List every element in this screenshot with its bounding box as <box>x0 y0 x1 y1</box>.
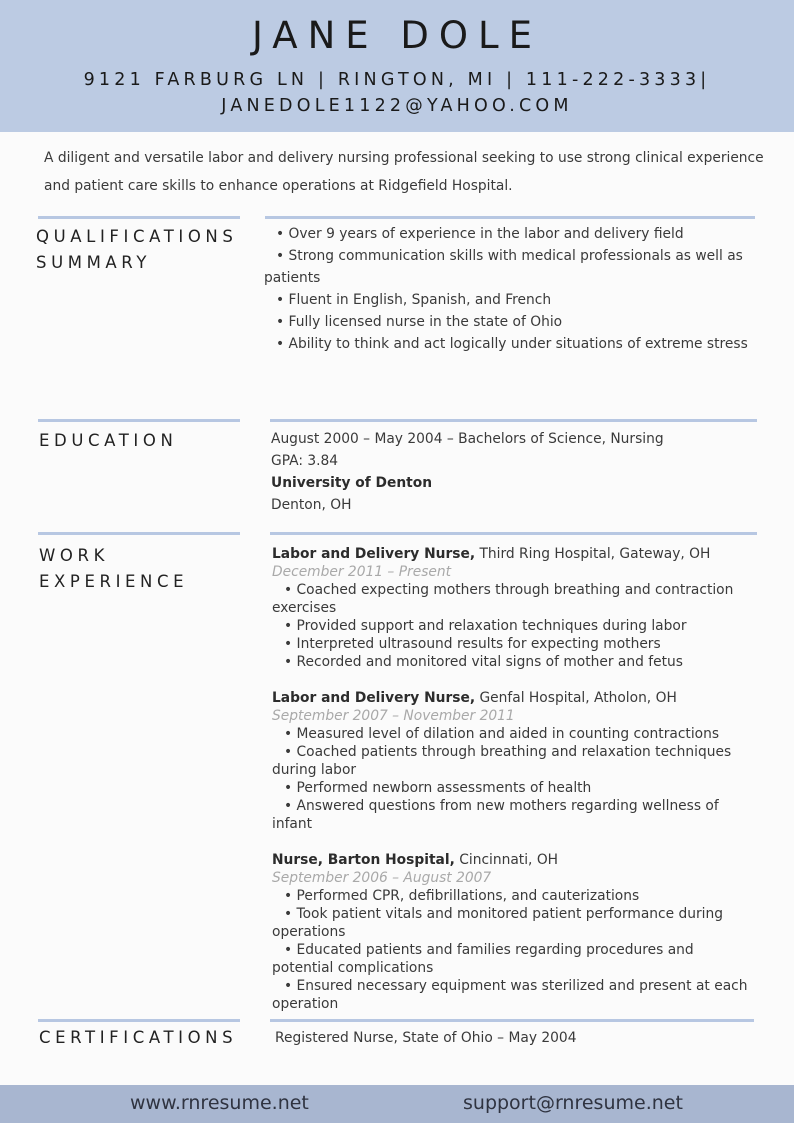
job-role: Labor and Delivery Nurse, <box>272 546 476 562</box>
job-role: Nurse, Barton Hospital, <box>272 852 455 868</box>
job-employer: Third Ring Hospital, Gateway, OH <box>475 546 711 562</box>
list-item-text: Fluent in English, Spanish, and French <box>288 292 552 308</box>
objective-statement: A diligent and versatile labor and delivery nursing professional seeking to use strong clinical experience and patient care skills to enhance operations at Ridgefield Hospital. <box>44 150 764 194</box>
list-item-text: Ability to think and act logically under situations of extreme stress <box>288 336 748 352</box>
education-entry <box>271 428 757 516</box>
certification-entry: Registered Nurse, State of Ohio – May 2004 <box>275 1030 577 1046</box>
list-item: • Measured level of dilation and aided in counting contractions <box>284 726 720 742</box>
list-item: • Provided support and relaxation techniques during labor <box>284 618 687 634</box>
support-email-link[interactable]: support@rnresume.net <box>463 1092 683 1114</box>
list-item-text: Strong communication skills with medical professionals as well as patients <box>264 248 743 286</box>
list-item: • Ensured necessary equipment was sterilized and present at each operation <box>272 978 748 1012</box>
job-title-line <box>272 545 752 563</box>
list-item: • Fluent in English, Spanish, and French <box>276 292 552 308</box>
contact-address-phone: 9121 FARBURG LN | RINGTON, MI | 111-222-3333| <box>83 70 711 90</box>
list-item: • Fully licensed nurse in the state of Ohio <box>276 314 563 330</box>
education-school: University of Denton <box>271 475 433 491</box>
qualifications-heading-line2: SUMMARY <box>36 253 151 272</box>
list-item: • Coached patients through breathing and relaxation techniques during labor <box>272 744 732 778</box>
list-item: • Educated patients and families regarding procedures and potential complications <box>272 942 694 976</box>
list-item-text: Provided support and relaxation techniques during labor <box>296 618 687 634</box>
job-entry <box>272 851 752 1013</box>
list-item: • Performed CPR, defibrillations, and cauterizations <box>284 888 640 904</box>
certifications-heading: CERTIFICATIONS <box>39 1028 238 1047</box>
job-role: Labor and Delivery Nurse, <box>272 690 476 706</box>
list-item-text: Measured level of dilation and aided in counting contractions <box>296 726 720 742</box>
job-entry <box>272 545 752 671</box>
education-degree: August 2000 – May 2004 – Bachelors of Science, Nursing <box>271 431 664 447</box>
list-item: • Recorded and monitored vital signs of mother and fetus <box>284 654 683 670</box>
section-divider <box>38 216 240 219</box>
list-item: • Strong communication skills with medical professionals as well as patients <box>264 248 743 286</box>
list-item-text: Performed CPR, defibrillations, and cauterizations <box>296 888 640 904</box>
work-heading-line1: WORK <box>39 546 109 565</box>
list-item-text: Educated patients and families regarding procedures and potential complications <box>272 942 694 976</box>
work-heading-line2: EXPERIENCE <box>39 572 189 591</box>
list-item-text: Recorded and monitored vital signs of mother and fetus <box>296 654 683 670</box>
list-item-text: Took patient vitals and monitored patient performance during operations <box>272 906 724 940</box>
resume-header <box>0 0 794 132</box>
job-entry <box>272 689 752 833</box>
applicant-name: JANE DOLE <box>252 14 542 57</box>
job-title-line <box>272 851 752 869</box>
contact-email: JANEDOLE1122@YAHOO.COM <box>221 96 573 116</box>
section-divider <box>265 216 755 219</box>
list-item-text: Interpreted ultrasound results for expecting mothers <box>296 636 661 652</box>
job-dates: September 2007 – November 2011 <box>272 708 515 724</box>
list-item: • Ability to think and act logically under situations of extreme stress <box>276 336 748 352</box>
list-item-text: Coached expecting mothers through breathing and contraction exercises <box>272 582 734 616</box>
education-heading: EDUCATION <box>39 431 178 450</box>
list-item-text: Fully licensed nurse in the state of Ohio <box>288 314 563 330</box>
list-item-text: Over 9 years of experience in the labor and delivery field <box>288 226 684 242</box>
section-divider <box>38 1019 240 1022</box>
work-experience-heading <box>39 543 188 595</box>
website-link[interactable]: www.rnresume.net <box>130 1092 309 1114</box>
job-employer: Cincinnati, OH <box>454 852 559 868</box>
list-item: • Answered questions from new mothers regarding wellness of infant <box>272 798 719 832</box>
list-item: • Interpreted ultrasound results for expecting mothers <box>284 636 661 652</box>
list-item-text: Performed newborn assessments of health <box>296 780 592 796</box>
list-item-text: Coached patients through breathing and relaxation techniques during labor <box>272 744 732 778</box>
section-divider <box>270 419 757 422</box>
job-dates: December 2011 – Present <box>272 564 452 580</box>
job-title-line <box>272 689 752 707</box>
section-divider <box>270 1019 754 1022</box>
list-item: • Over 9 years of experience in the labor and delivery field <box>276 226 684 242</box>
qualifications-heading <box>36 224 237 276</box>
education-gpa: GPA: 3.84 <box>271 453 339 469</box>
qualifications-heading-line1: QUALIFICATIONS <box>36 227 238 246</box>
list-item-text: Answered questions from new mothers regarding wellness of infant <box>272 798 719 832</box>
section-divider <box>38 532 240 535</box>
list-item: • Coached expecting mothers through breathing and contraction exercises <box>272 582 734 616</box>
section-divider <box>38 419 240 422</box>
section-divider <box>270 532 757 535</box>
page-footer <box>0 1085 794 1123</box>
job-employer: Genfal Hospital, Atholon, OH <box>475 690 677 706</box>
qualifications-list <box>264 223 754 355</box>
education-location: Denton, OH <box>271 497 352 513</box>
list-item: • Took patient vitals and monitored patient performance during operations <box>272 906 724 940</box>
job-dates: September 2006 – August 2007 <box>272 870 492 886</box>
list-item: • Performed newborn assessments of health <box>284 780 592 796</box>
list-item-text: Ensured necessary equipment was sterilized and present at each operation <box>272 978 748 1012</box>
contact-info <box>0 67 794 119</box>
